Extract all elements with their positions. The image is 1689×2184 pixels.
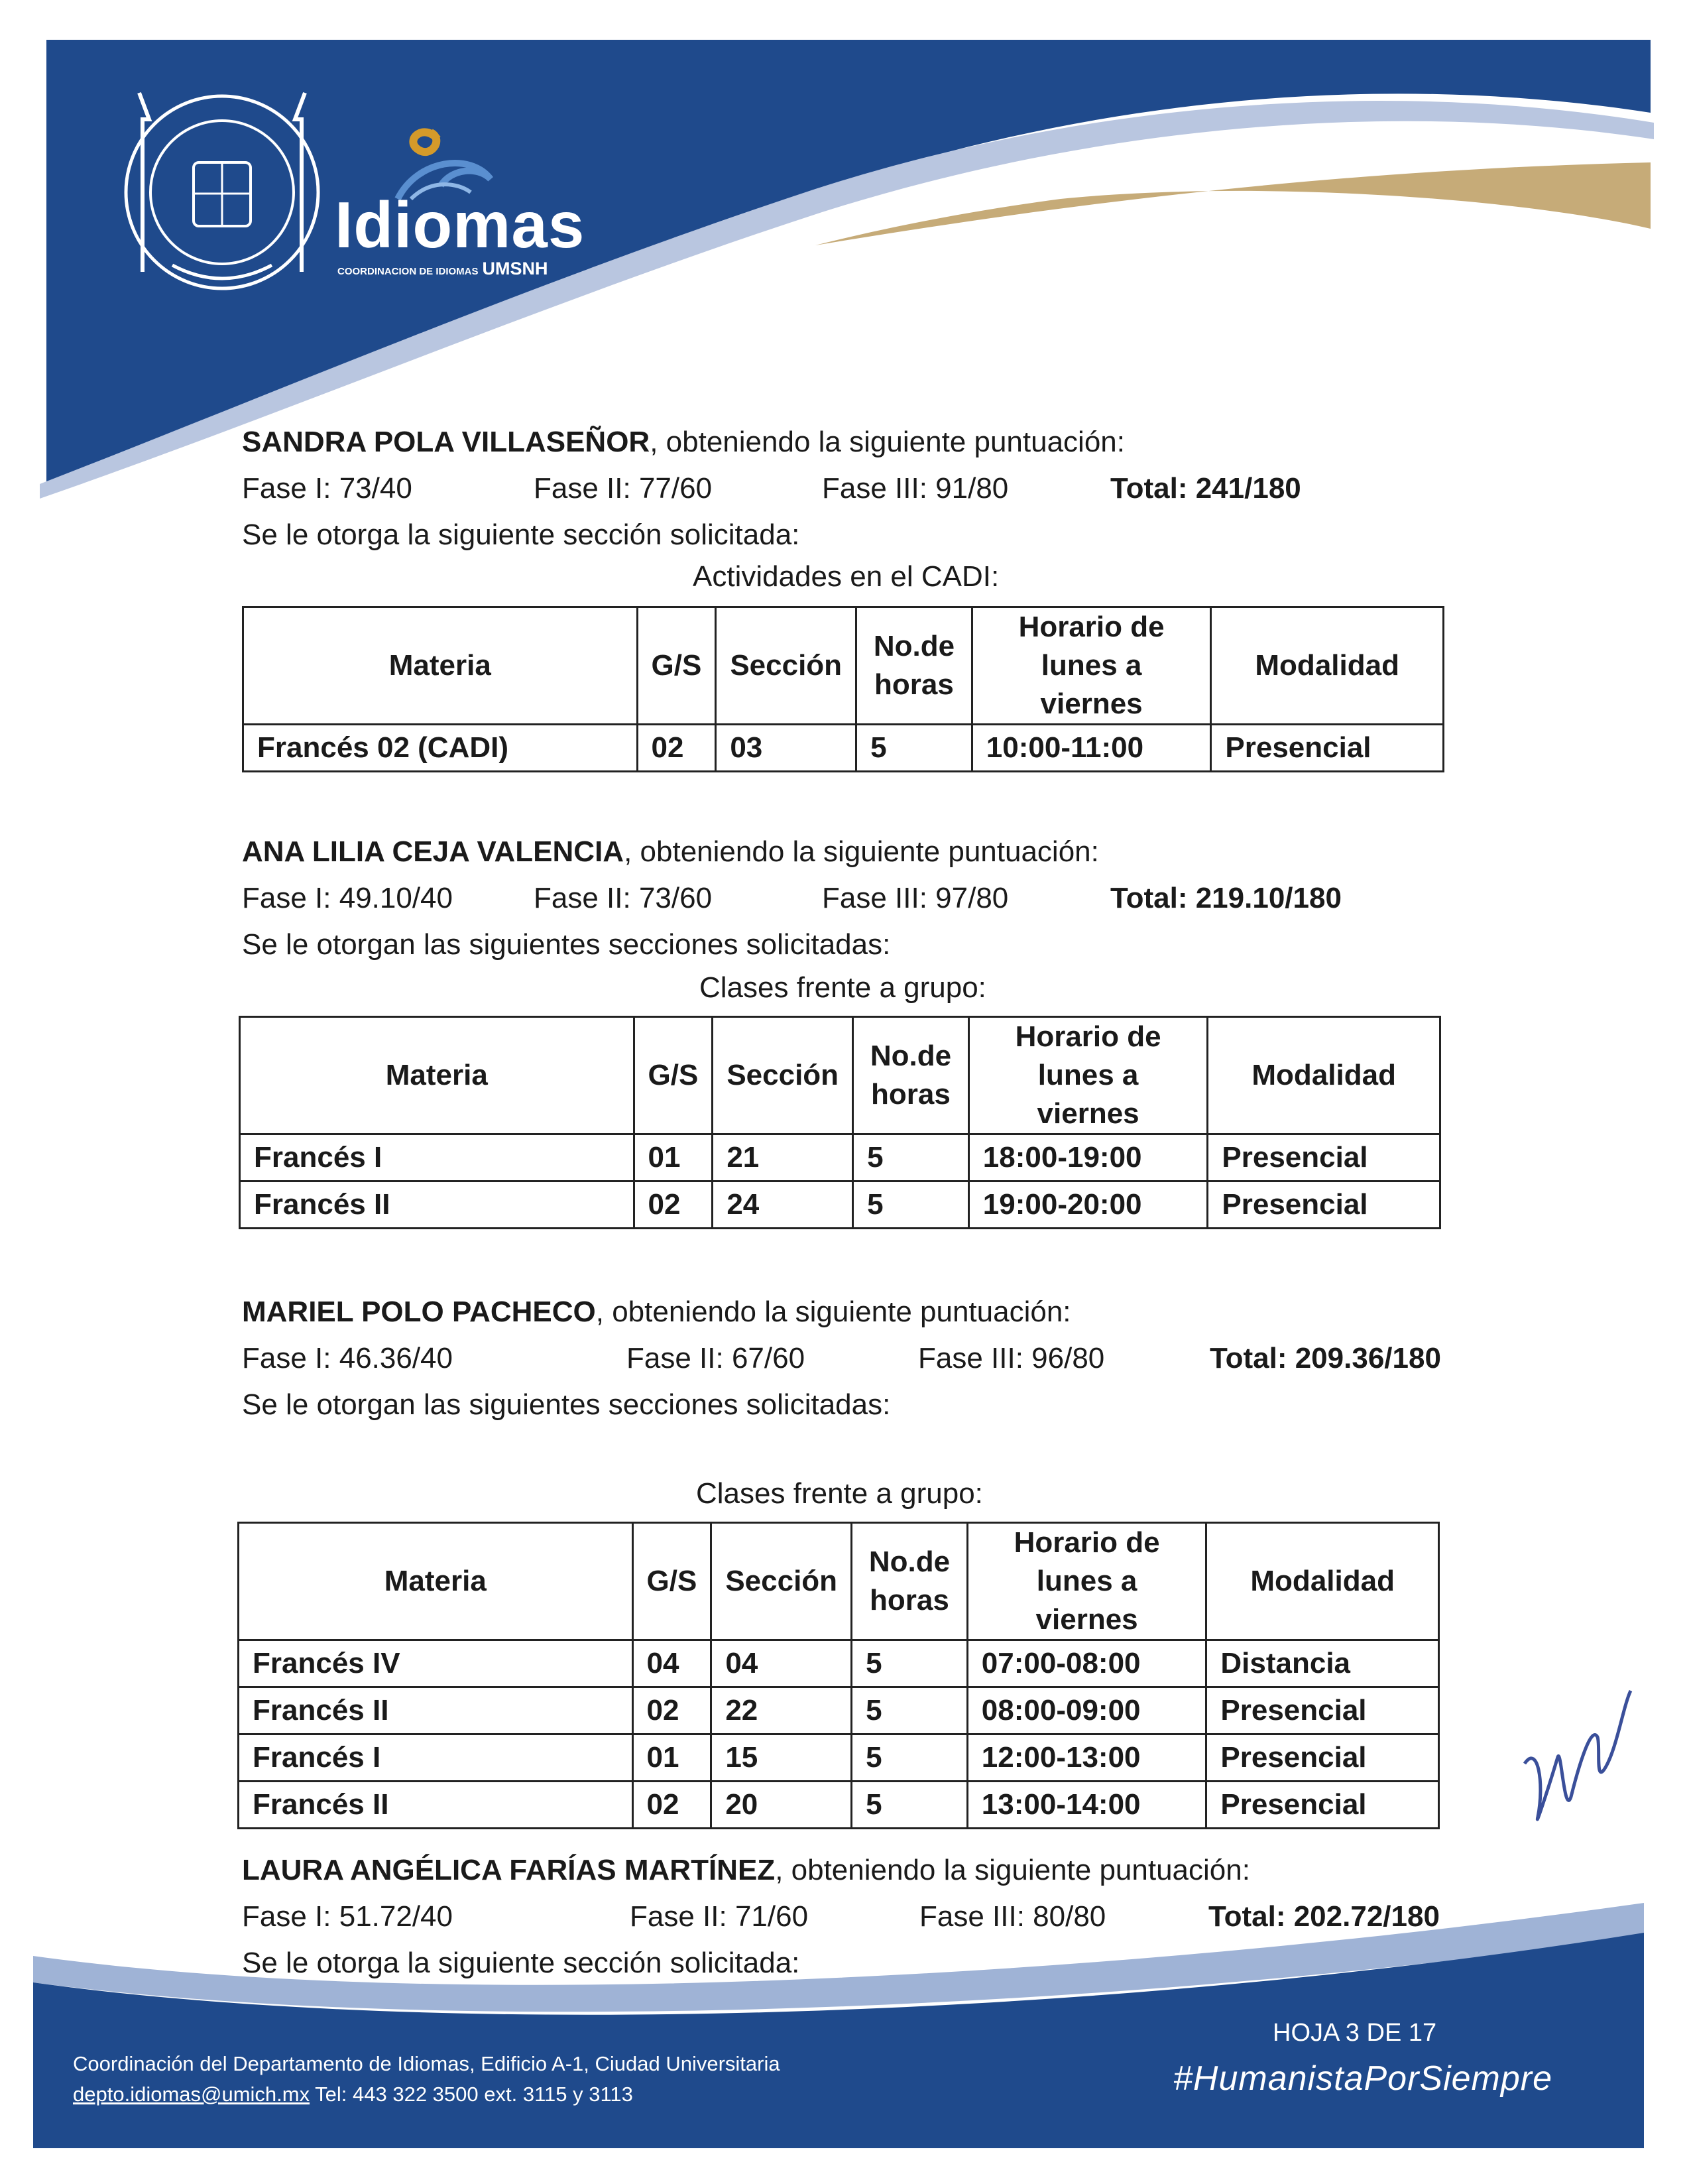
cell-seccion: 20 bbox=[711, 1782, 852, 1829]
footer-address bbox=[73, 2049, 780, 2110]
intro-text: , obteniendo la siguiente puntuación: bbox=[595, 1296, 1071, 1328]
fase-3: Fase III: 91/80 bbox=[822, 472, 1009, 505]
header-modalidad: Modalidad bbox=[1206, 1523, 1439, 1640]
header-gs: G/S bbox=[637, 607, 716, 725]
table-row bbox=[240, 1134, 1440, 1182]
footer-email-link[interactable]: depto.idiomas@umich.mx bbox=[73, 2083, 310, 2106]
header-horas bbox=[853, 1017, 969, 1134]
header-materia: Materia bbox=[243, 607, 638, 725]
brand-sub-small: COORDINACION DE IDIOMAS bbox=[337, 266, 479, 277]
section-mariel bbox=[242, 1289, 1455, 1428]
cell-horario: 18:00-19:00 bbox=[968, 1134, 1208, 1182]
header-horario-line2: lunes a viernes bbox=[1037, 1059, 1139, 1130]
header-seccion: Sección bbox=[713, 1017, 853, 1134]
fase-2: Fase II: 67/60 bbox=[626, 1342, 805, 1374]
cell-modalidad: Presencial bbox=[1208, 1182, 1440, 1229]
total-score: Total: 241/180 bbox=[1110, 472, 1301, 505]
cell-gs: 02 bbox=[637, 725, 716, 772]
cell-horas: 5 bbox=[852, 1687, 968, 1734]
table-row bbox=[239, 1734, 1439, 1782]
fase-1: Fase I: 49.10/40 bbox=[242, 882, 453, 914]
table-caption: Actividades en el CADI: bbox=[693, 560, 1000, 593]
header-horario-line2: lunes a viernes bbox=[1040, 649, 1143, 720]
cell-horario: 12:00-13:00 bbox=[967, 1734, 1206, 1782]
header-horas-line1: No.de bbox=[870, 1040, 952, 1072]
cell-seccion: 21 bbox=[713, 1134, 853, 1182]
grant-text: Se le otorga la siguiente sección solicitada: bbox=[242, 1947, 800, 1979]
grant-text: Se le otorgan las siguientes secciones solicitadas: bbox=[242, 1388, 891, 1421]
brand-subtitle bbox=[337, 259, 548, 279]
cell-gs: 02 bbox=[634, 1182, 713, 1229]
cell-materia: Francés I bbox=[239, 1734, 633, 1782]
cell-modalidad: Distancia bbox=[1206, 1640, 1439, 1687]
header-materia: Materia bbox=[239, 1523, 633, 1640]
cell-materia: Francés II bbox=[240, 1182, 634, 1229]
candidate-name: LAURA ANGÉLICA FARÍAS MARTÍNEZ bbox=[242, 1854, 776, 1886]
header-horario bbox=[972, 607, 1211, 725]
hashtag: #HumanistaPorSiempre bbox=[1173, 2059, 1553, 2098]
cell-gs: 01 bbox=[634, 1134, 713, 1182]
cell-modalidad: Presencial bbox=[1208, 1134, 1440, 1182]
cell-gs: 02 bbox=[632, 1687, 711, 1734]
cell-modalidad: Presencial bbox=[1206, 1782, 1439, 1829]
candidate-intro bbox=[242, 419, 1455, 465]
cell-seccion: 15 bbox=[711, 1734, 852, 1782]
cell-horas: 5 bbox=[852, 1782, 968, 1829]
cell-horario: 19:00-20:00 bbox=[968, 1182, 1208, 1229]
cell-horas: 5 bbox=[852, 1734, 968, 1782]
footer-line1: Coordinación del Departamento de Idiomas, Edificio A-1, Ciudad Universitaria bbox=[73, 2052, 780, 2075]
cell-seccion: 04 bbox=[711, 1640, 852, 1687]
intro-text: , obteniendo la siguiente puntuación: bbox=[624, 835, 1099, 868]
grant-text: Se le otorga la siguiente sección solicitada: bbox=[242, 518, 800, 551]
header-modalidad: Modalidad bbox=[1208, 1017, 1440, 1134]
fase-2: Fase II: 71/60 bbox=[630, 1900, 809, 1933]
table-row bbox=[239, 1640, 1439, 1687]
cell-horas: 5 bbox=[852, 1640, 968, 1687]
cell-modalidad: Presencial bbox=[1206, 1687, 1439, 1734]
header-horas-line2: horas bbox=[871, 1078, 951, 1111]
section-sandra bbox=[242, 419, 1455, 558]
cell-materia: Francés II bbox=[239, 1687, 633, 1734]
fase-3: Fase III: 80/80 bbox=[919, 1900, 1106, 1933]
header-modalidad: Modalidad bbox=[1211, 607, 1444, 725]
candidate-name: MARIEL POLO PACHECO bbox=[242, 1296, 596, 1328]
cell-seccion: 03 bbox=[716, 725, 856, 772]
fase-3: Fase III: 97/80 bbox=[822, 882, 1009, 914]
candidate-intro bbox=[242, 829, 1455, 875]
grant-text: Se le otorgan las siguientes secciones solicitadas: bbox=[242, 928, 891, 961]
header-horario-line1: Horario de bbox=[1014, 1526, 1160, 1559]
table-caption: Clases frente a grupo: bbox=[699, 971, 986, 1004]
total-score: Total: 219.10/180 bbox=[1110, 882, 1342, 914]
candidate-name: ANA LILIA CEJA VALENCIA bbox=[242, 835, 624, 868]
footer-line2 bbox=[73, 2079, 780, 2110]
header-horas-line2: horas bbox=[870, 1584, 949, 1616]
schedule-table bbox=[239, 1016, 1441, 1229]
table-row bbox=[239, 1687, 1439, 1734]
candidate-name: SANDRA POLA VILLASEÑOR bbox=[242, 426, 650, 458]
fase-1: Fase I: 51.72/40 bbox=[242, 1900, 453, 1933]
header-horario bbox=[967, 1523, 1206, 1640]
table-row bbox=[240, 1182, 1440, 1229]
cell-horario: 13:00-14:00 bbox=[967, 1782, 1206, 1829]
total-score: Total: 202.72/180 bbox=[1208, 1900, 1440, 1933]
fase-1: Fase I: 73/40 bbox=[242, 472, 412, 505]
cell-horario: 07:00-08:00 bbox=[967, 1640, 1206, 1687]
cell-gs: 04 bbox=[632, 1640, 711, 1687]
brand-name: Idiomas bbox=[335, 188, 585, 261]
header-horario-line2: lunes a viernes bbox=[1035, 1565, 1138, 1636]
candidate-intro bbox=[242, 1847, 1455, 1894]
cell-horario: 10:00-11:00 bbox=[972, 725, 1211, 772]
table-caption: Clases frente a grupo: bbox=[696, 1477, 983, 1510]
cell-materia: Francés I bbox=[240, 1134, 634, 1182]
schedule-table bbox=[242, 606, 1444, 772]
header-seccion: Sección bbox=[711, 1523, 852, 1640]
total-score: Total: 209.36/180 bbox=[1210, 1342, 1441, 1374]
brand-sub-big: UMSNH bbox=[482, 259, 548, 278]
score-line bbox=[242, 1335, 1455, 1382]
table-header-row bbox=[239, 1523, 1439, 1640]
table-row bbox=[243, 725, 1444, 772]
schedule-table bbox=[237, 1522, 1440, 1829]
score-line bbox=[242, 465, 1455, 512]
cell-horario: 08:00-09:00 bbox=[967, 1687, 1206, 1734]
cell-materia: Francés II bbox=[239, 1782, 633, 1829]
intro-text: , obteniendo la siguiente puntuación: bbox=[775, 1854, 1250, 1886]
cell-horas: 5 bbox=[856, 725, 972, 772]
table-header-row bbox=[243, 607, 1444, 725]
cell-materia: Francés IV bbox=[239, 1640, 633, 1687]
cell-gs: 01 bbox=[632, 1734, 711, 1782]
header-horas bbox=[852, 1523, 968, 1640]
footer-phone: Tel: 443 322 3500 ext. 3115 y 3113 bbox=[310, 2083, 633, 2106]
cell-horas: 5 bbox=[853, 1182, 969, 1229]
cell-modalidad: Presencial bbox=[1206, 1734, 1439, 1782]
section-ana bbox=[242, 829, 1455, 968]
header-materia: Materia bbox=[240, 1017, 634, 1134]
page-number: HOJA 3 DE 17 bbox=[1273, 2019, 1437, 2047]
cell-horas: 5 bbox=[853, 1134, 969, 1182]
brand-block bbox=[335, 188, 585, 278]
header-horario-line1: Horario de bbox=[1015, 1020, 1161, 1053]
intro-text: , obteniendo la siguiente puntuación: bbox=[650, 426, 1126, 458]
cell-materia: Francés 02 (CADI) bbox=[243, 725, 638, 772]
fase-3: Fase III: 96/80 bbox=[918, 1342, 1105, 1374]
header-horas-line1: No.de bbox=[868, 1546, 951, 1578]
header-horario bbox=[968, 1017, 1208, 1134]
score-line bbox=[242, 875, 1455, 922]
university-seal-logo bbox=[113, 80, 331, 298]
candidate-intro bbox=[242, 1289, 1455, 1335]
header-horas bbox=[856, 607, 972, 725]
cell-modalidad: Presencial bbox=[1211, 725, 1444, 772]
table-header-row bbox=[240, 1017, 1440, 1134]
header-horas-line2: horas bbox=[874, 668, 954, 701]
header-gs: G/S bbox=[632, 1523, 711, 1640]
fase-2: Fase II: 77/60 bbox=[534, 472, 713, 505]
header-horas-line1: No.de bbox=[873, 630, 955, 662]
cell-seccion: 22 bbox=[711, 1687, 852, 1734]
cell-gs: 02 bbox=[632, 1782, 711, 1829]
cell-seccion: 24 bbox=[713, 1182, 853, 1229]
table-row bbox=[239, 1782, 1439, 1829]
fase-2: Fase II: 73/60 bbox=[534, 882, 713, 914]
fase-1: Fase I: 46.36/40 bbox=[242, 1342, 453, 1374]
header-seccion: Sección bbox=[716, 607, 856, 725]
handwritten-signature bbox=[1518, 1684, 1644, 1837]
header-horario-line1: Horario de bbox=[1018, 611, 1165, 643]
header-gs: G/S bbox=[634, 1017, 713, 1134]
